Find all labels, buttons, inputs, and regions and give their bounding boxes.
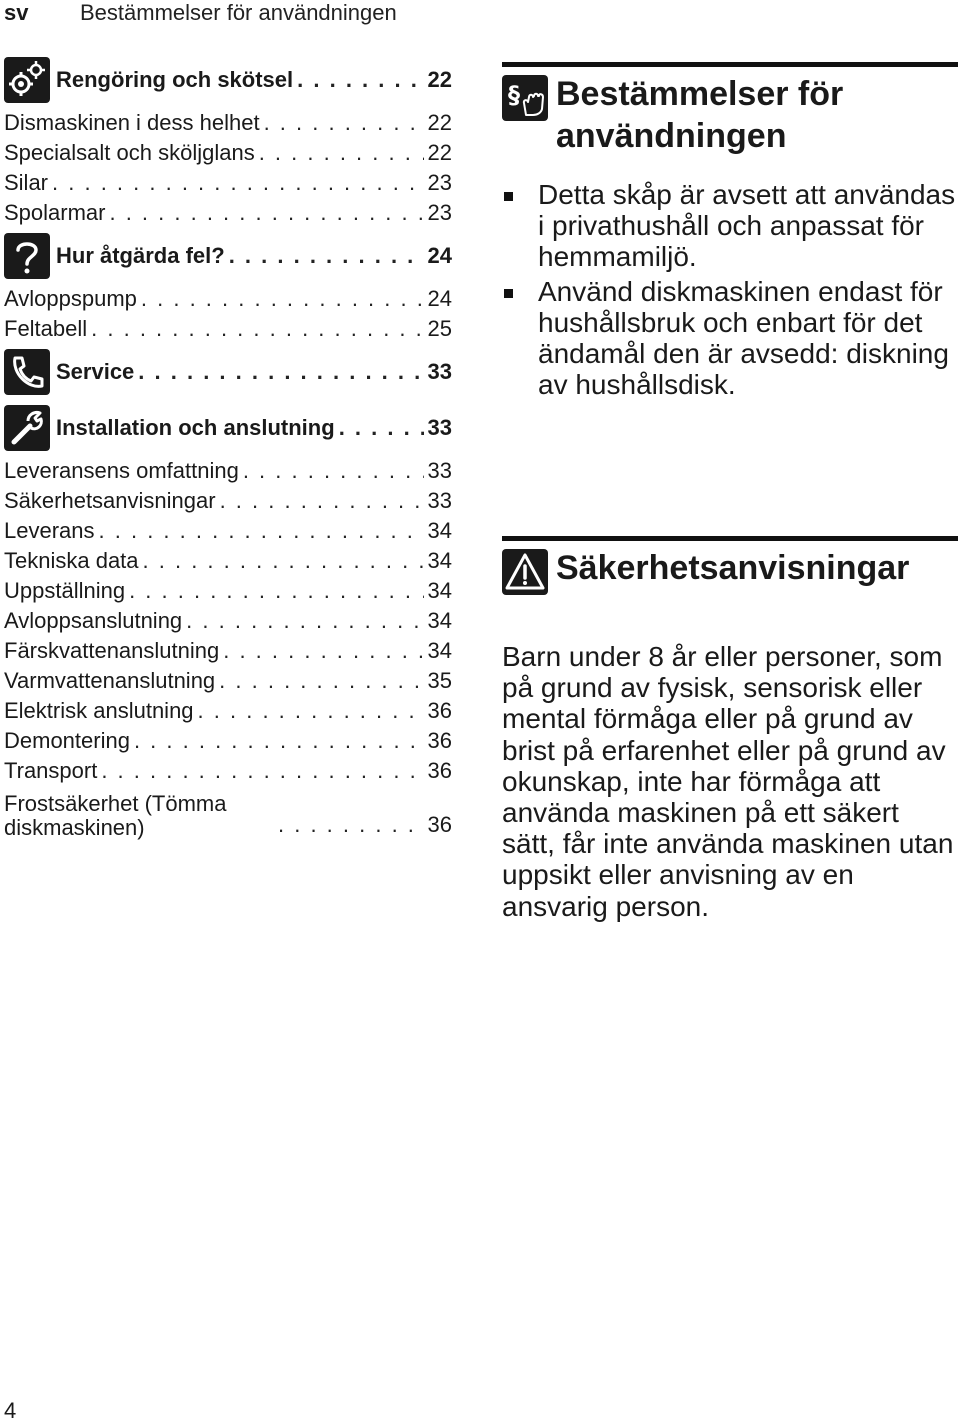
toc-item[interactable]: Färskvattenanslutning . . . 34 [4, 636, 452, 666]
usage-section [502, 62, 958, 404]
usage-title: Bestämmelser för användningen [556, 75, 844, 155]
toc-section-service[interactable] [4, 344, 452, 400]
list-item: Detta skåp är avsett att användas i privathushåll och anpassat för hemmamiljö. [502, 179, 958, 272]
usage-heading [502, 62, 958, 157]
toc-page: 33 [427, 359, 452, 384]
toc-item[interactable]: Tekniska data . . . 34 [4, 546, 452, 576]
toc-item[interactable]: Demontering . . . 36 [4, 726, 452, 756]
toc-item[interactable]: Elektrisk anslutning . . . 36 [4, 696, 452, 726]
toc-section-label: Rengöring och skötsel [56, 67, 294, 92]
question-icon [4, 233, 50, 279]
page-number: 4 [4, 1398, 17, 1423]
toc-item[interactable]: Dismaskinen i dess helhet . . . 22 [4, 108, 452, 138]
toc-item[interactable]: Säkerhetsanvisningar . . . 33 [4, 486, 452, 516]
toc-item[interactable]: Leverans . . . 34 [4, 516, 452, 546]
toc-item[interactable]: Avloppspump . . . 24 [4, 284, 452, 314]
toc-item[interactable]: Frostsäkerhet (Tömma diskmaskinen) . . . 36 [4, 786, 452, 840]
bullet-icon [504, 289, 513, 298]
gears-icon [4, 57, 50, 103]
warning-icon [502, 549, 548, 595]
phone-icon [4, 349, 50, 395]
toc-item[interactable]: Transport . . . 36 [4, 756, 452, 786]
toc-section-cleaning[interactable] [4, 52, 452, 108]
toc-page: 24 [427, 243, 452, 268]
bullet-icon [504, 192, 513, 201]
toc-page: 33 [427, 415, 452, 440]
svg-text:§: § [508, 81, 520, 109]
usage-list [502, 179, 958, 400]
toc-item[interactable]: Leveransens omfattning . . . 33 [4, 456, 452, 486]
language-code: sv [4, 0, 29, 25]
running-title: Bestämmelser för användningen [80, 0, 397, 25]
paragraph-hand-icon [502, 75, 548, 121]
toc-item[interactable]: Varmvattenanslutning . . . 35 [4, 666, 452, 696]
toc-section-label: Hur åtgärda fel? [56, 243, 225, 268]
toc-section-label: Installation och anslutning [56, 415, 335, 440]
safety-heading [502, 536, 958, 595]
toc-item[interactable]: Feltabell . . . 25 [4, 314, 452, 344]
toc-item[interactable]: Silar . . . 23 [4, 168, 452, 198]
toc-item[interactable]: Uppställning . . . 34 [4, 576, 452, 606]
wrench-icon [4, 405, 50, 451]
list-item: Använd diskmaskinen endast för hushållsbruk och enbart för det ändamål den är avsedd: diskning av hushållsdisk. [502, 276, 958, 400]
toc-item[interactable]: Specialsalt och sköljglans . . . 22 [4, 138, 452, 168]
toc-item[interactable]: Avloppsanslutning . . . 34 [4, 606, 452, 636]
safety-section [502, 536, 958, 922]
table-of-contents [4, 52, 452, 840]
toc-page: 22 [427, 67, 452, 92]
toc-section-label: Service [56, 359, 135, 384]
toc-section-troubleshooting[interactable] [4, 228, 452, 284]
toc-section-installation[interactable] [4, 400, 452, 456]
safety-paragraph: Barn under 8 år eller personer, som på grund av fysisk, sensorisk eller mental förmåga eller på grund av brist på erfarenhet eller på grund av okunskap, inte har förmåga att använda maskinen på ett säkert sätt, får inte använda maskinen utan uppsikt eller anvisning av en ansvarig person. [502, 641, 954, 922]
safety-title: Säkerhetsanvisningar [556, 549, 910, 587]
toc-item[interactable]: Spolarmar . . . 23 [4, 198, 452, 228]
